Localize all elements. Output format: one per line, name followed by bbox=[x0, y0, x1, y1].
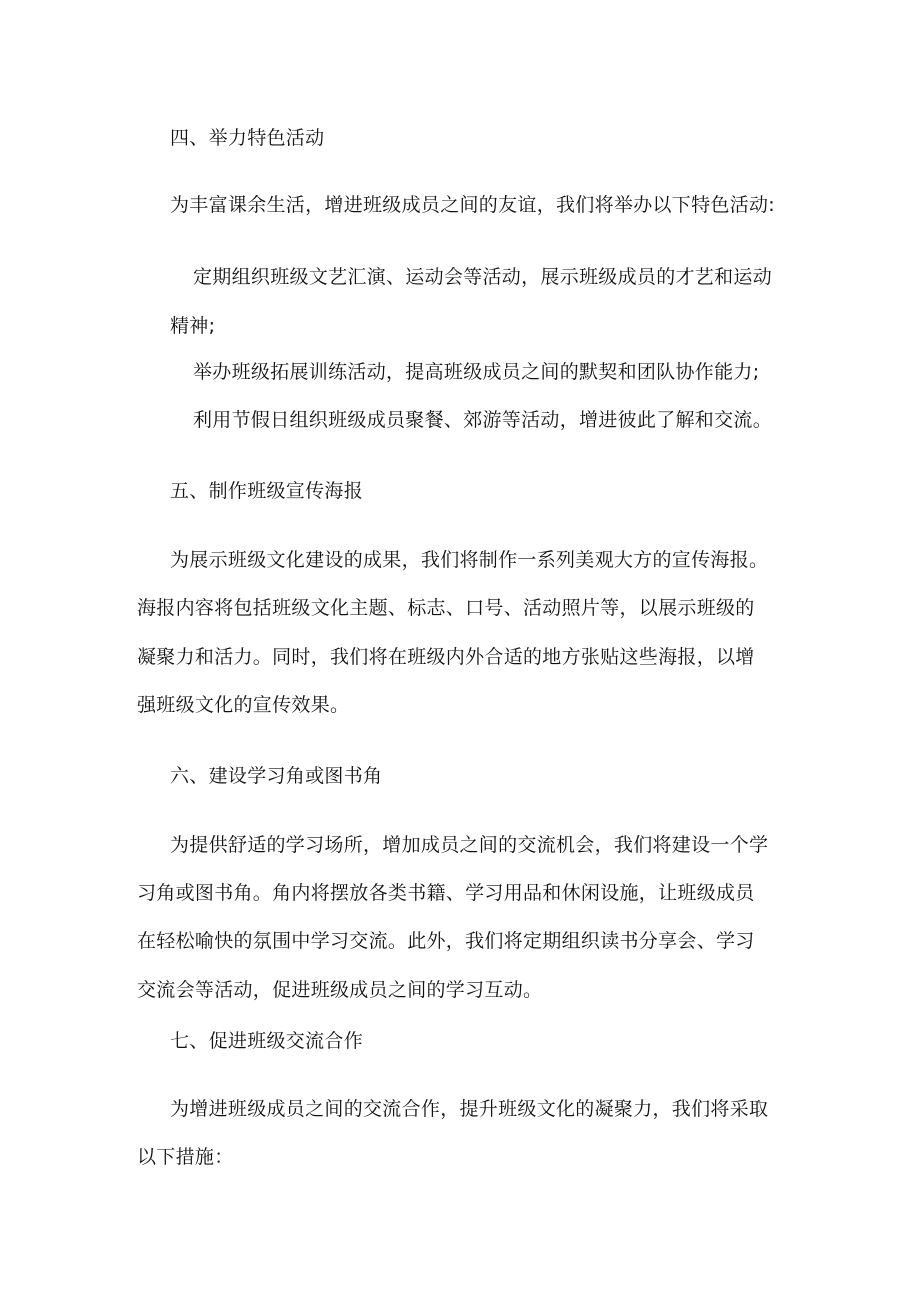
section-4-item-1-line-2: 精神; bbox=[170, 315, 216, 337]
section-6-paragraph-line-2: 习角或图书角。角内将摆放各类书籍、学习用品和休闲设施，让班级成员 bbox=[137, 882, 755, 904]
section-5-paragraph-line-4: 强班级文化的宣传效果。 bbox=[137, 694, 350, 716]
section-6-paragraph-line-1: 为提供舒适的学习场所，增加成员之间的交流机会，我们将建设一个学 bbox=[170, 834, 769, 856]
section-heading-7: 七、促进班级交流合作 bbox=[170, 1030, 364, 1052]
section-4-item-3: 利用节假日组织班级成员聚餐、郊游等活动，增进彼此了解和交流。 bbox=[193, 409, 773, 431]
section-5-paragraph-line-1: 为展示班级文化建设的成果，我们将制作一系列美观大方的宣传海报。 bbox=[170, 549, 769, 571]
section-5-paragraph-line-2: 海报内容将包括班级文化主题、标志、口号、活动照片等，以展示班级的 bbox=[137, 597, 755, 619]
section-5-paragraph-line-3: 凝聚力和活力。同时，我们将在班级内外合适的地方张贴这些海报，以增 bbox=[137, 646, 755, 668]
section-7-paragraph-line-1: 为增进班级成员之间的交流合作，提升班级文化的凝聚力，我们将采取 bbox=[170, 1098, 769, 1120]
section-heading-6: 六、建设学习角或图书角 bbox=[170, 765, 383, 787]
section-6-paragraph-line-4: 交流会等活动，促进班级成员之间的学习互动。 bbox=[137, 979, 543, 1001]
section-4-item-2: 举办班级拓展训练活动，提高班级成员之间的默契和团队协作能力; bbox=[193, 361, 760, 383]
section-4-intro: 为丰富课余生活，增进班级成员之间的友谊，我们将举办以下特色活动: bbox=[170, 194, 776, 216]
section-6-paragraph-line-3: 在轻松喻快的氛围中学习交流。此外，我们将定期组织读书分享会、学习 bbox=[137, 930, 755, 952]
section-7-paragraph-line-2: 以下措施： bbox=[137, 1146, 234, 1168]
section-heading-4: 四、举力特色活动 bbox=[170, 127, 325, 149]
section-4-item-1-line-1: 定期组织班级文艺汇演、运动会等活动，展示班级成员的才艺和运动 bbox=[193, 266, 773, 288]
section-heading-5: 五、制作班级宣传海报 bbox=[170, 480, 364, 502]
